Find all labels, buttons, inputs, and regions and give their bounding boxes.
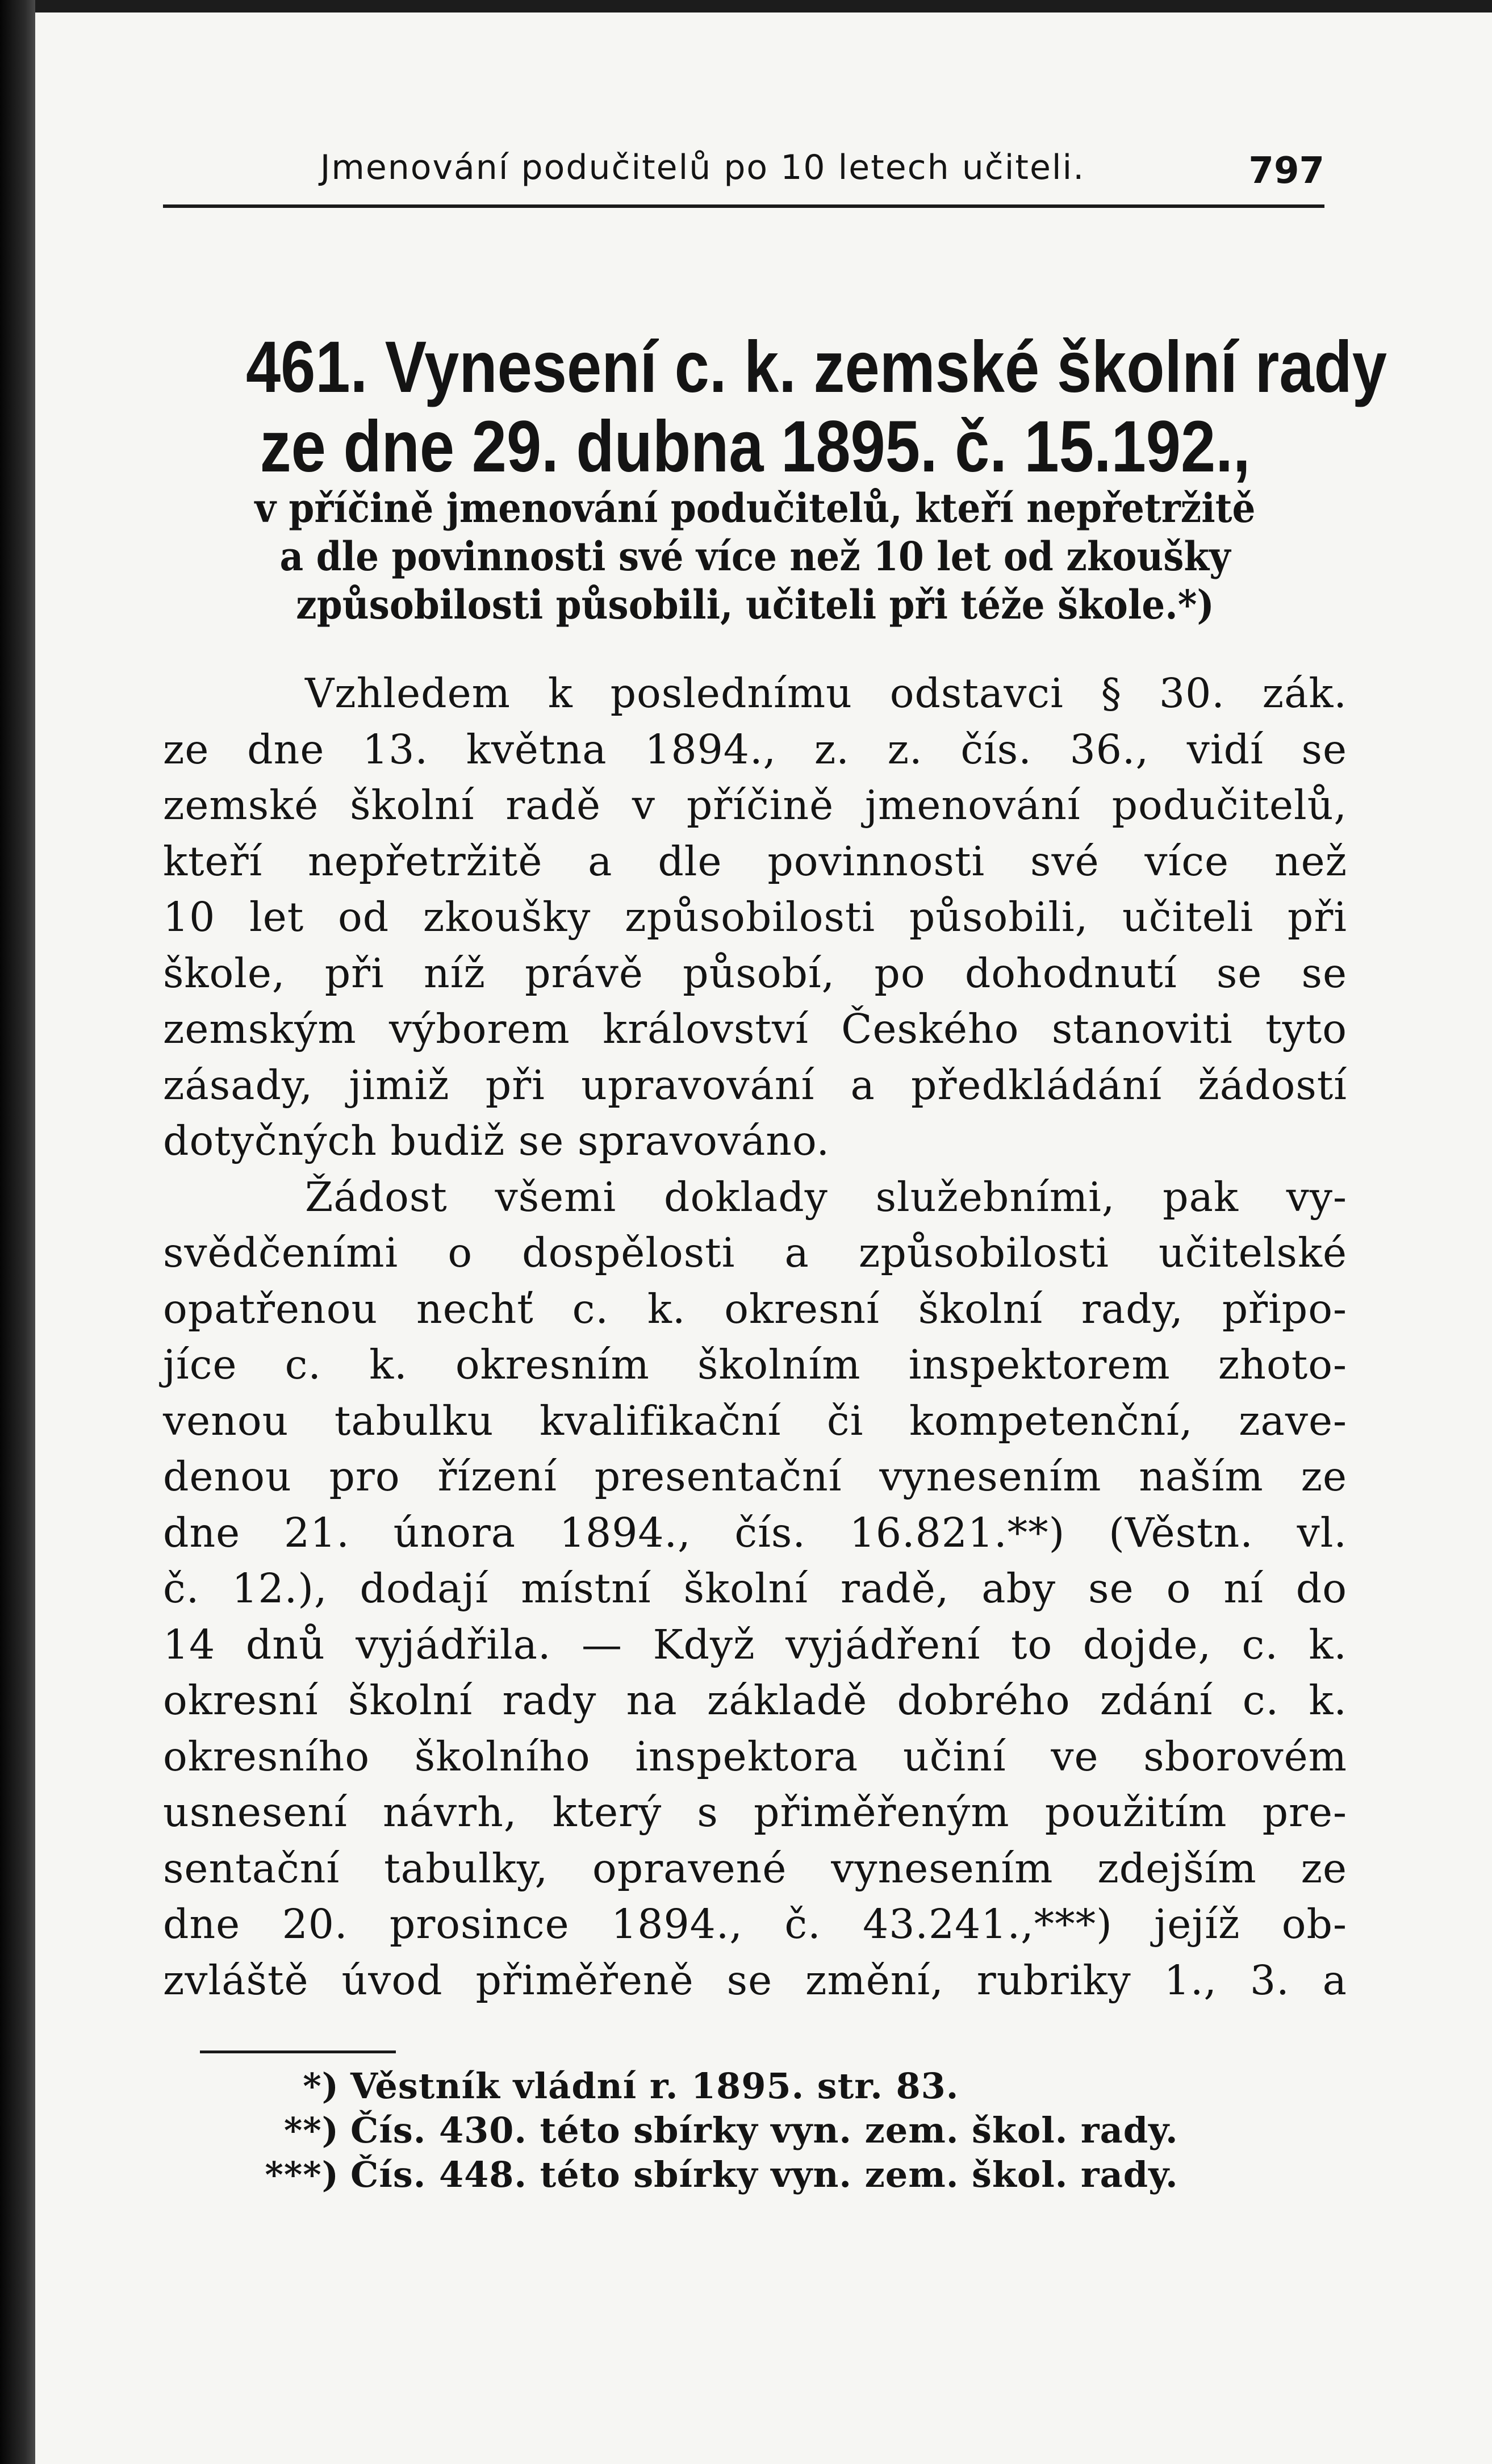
body-text bbox=[163, 666, 1347, 2008]
body-line: 14 dnů vyjádřila. — Když vyjádření to dojde, c. k. bbox=[163, 1621, 1347, 1668]
footnote-text: Čís. 448. této sbírky vyn. zem. škol. rady. bbox=[350, 2154, 1178, 2195]
body-line: okresní školní rady na základě dobrého zdání c. k. bbox=[163, 1677, 1347, 1724]
body-line: ze dne 13. května 1894., z. z. čís. 36., vidí se bbox=[163, 725, 1347, 773]
footnote-text: Věstník vládní r. 1895. str. 83. bbox=[350, 2065, 959, 2107]
body-line: svědčeními o dospělosti a způsobilosti učitelské bbox=[163, 1229, 1347, 1276]
body-line: opatřenou nechť c. k. okresní školní rady, připo- bbox=[163, 1285, 1347, 1333]
scan-border-left bbox=[0, 0, 35, 2464]
body-line: zásady, jimiž při upravování a předkládání žádostí bbox=[163, 1061, 1347, 1109]
body-line: 10 let od zkoušky způsobilosti působili, učiteli při bbox=[163, 893, 1347, 941]
section-subheading bbox=[163, 484, 1347, 629]
footnote bbox=[163, 2064, 1347, 2108]
body-line: dne 20. prosince 1894., č. 43.241.,***) jejíž ob- bbox=[163, 1901, 1347, 1948]
body-line: sentační tabulky, opravené vynesením zdejším ze bbox=[163, 1844, 1347, 1892]
body-line: č. 12.), dodají místní školní radě, aby se o ní do bbox=[163, 1565, 1347, 1612]
body-line: zemské školní radě v příčině jmenování podučitelů, bbox=[163, 782, 1347, 829]
body-line: Vzhledem k poslednímu odstavci § 30. zák. bbox=[305, 670, 1347, 717]
body-line: dne 21. února 1894., čís. 16.821.**) (Věstn. vl. bbox=[163, 1509, 1347, 1556]
body-line: venou tabulku kvalifikační či kompetenční, zave- bbox=[163, 1397, 1347, 1444]
body-line: zemským výborem království Českého stanoviti tyto bbox=[163, 1005, 1347, 1053]
footnote bbox=[163, 2153, 1347, 2197]
footnote-mark: *) bbox=[303, 2065, 339, 2107]
page-header bbox=[163, 148, 1324, 202]
book-page bbox=[35, 12, 1492, 2464]
footnotes bbox=[163, 2064, 1347, 2197]
body-line: denou pro řízení presentační vynesením naším ze bbox=[163, 1453, 1347, 1500]
footnote bbox=[163, 2108, 1347, 2153]
footnote-mark: **) bbox=[283, 2110, 339, 2151]
footnote-mark: ***) bbox=[265, 2154, 339, 2195]
footnote-text: Čís. 430. této sbírky vyn. zem. škol. rady. bbox=[350, 2110, 1178, 2151]
running-title: Jmenování podučitelů po 10 letech učiteli. bbox=[320, 148, 1085, 187]
body-line: dotyčných budiž se spravováno. bbox=[163, 1117, 830, 1164]
body-line: škole, při níž právě působí, po dohodnutí se se bbox=[163, 949, 1347, 997]
body-line: usnesení návrh, který s přiměřeným použitím pre- bbox=[163, 1789, 1347, 1836]
body-line: kteří nepřetržitě a dle povinnosti své více než bbox=[163, 837, 1347, 885]
body-line: okresního školního inspektora učiní ve sborovém bbox=[163, 1732, 1347, 1780]
subheading-line-3: způsobilosti působili, učiteli při téže škole.*) bbox=[296, 581, 1214, 628]
footnote-rule bbox=[200, 2050, 396, 2053]
heading-line-1: 461. Vynesení c. k. zemské školní rady bbox=[245, 327, 1387, 408]
body-line: zvláště úvod přiměřeně se změní, rubriky 1., 3. a bbox=[163, 1956, 1347, 2004]
scan-border-top bbox=[0, 0, 1492, 12]
header-rule bbox=[163, 204, 1324, 208]
heading-line-2: ze dne 29. dubna 1895. č. 15.192., bbox=[260, 406, 1251, 487]
subheading-line-2: a dle povinnosti své více než 10 let od zkoušky bbox=[279, 533, 1231, 580]
body-line: Žádost všemi doklady služebními, pak vy- bbox=[305, 1173, 1347, 1221]
subheading-line-1: v příčině jmenování podučitelů, kteří nepřetržitě bbox=[254, 485, 1256, 532]
body-line: jíce c. k. okresním školním inspektorem zhoto- bbox=[163, 1341, 1347, 1388]
page-number: 797 bbox=[1248, 150, 1324, 192]
section-heading bbox=[163, 327, 1387, 487]
